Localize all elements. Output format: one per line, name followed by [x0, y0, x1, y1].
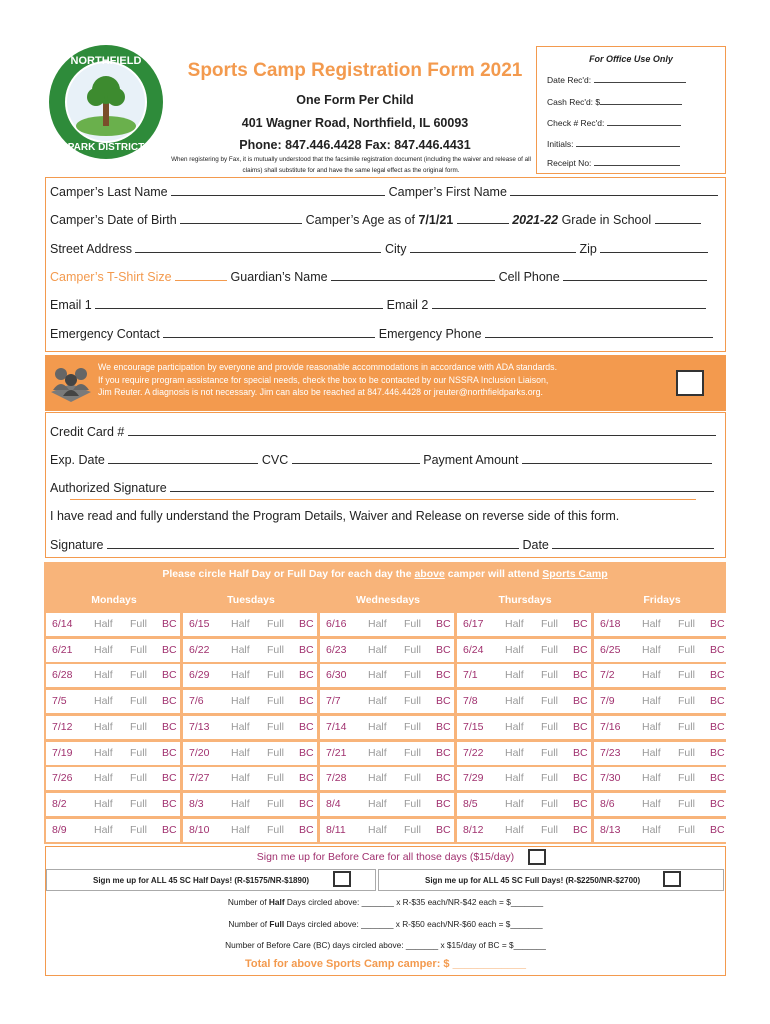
address-row: Street Address City Zip	[50, 241, 708, 256]
full-day-option[interactable]: Full	[678, 643, 695, 656]
full-day-option[interactable]: Full	[404, 823, 421, 836]
full-day-option[interactable]: Full	[404, 618, 421, 630]
before-care-option[interactable]: BC	[573, 823, 588, 836]
date-label: 8/6	[600, 797, 615, 810]
half-day-option[interactable]: Half	[505, 746, 524, 759]
day-cell	[457, 716, 591, 739]
date-label: 7/16	[600, 720, 621, 733]
day-cell	[594, 793, 728, 816]
half-day-option[interactable]: Half	[94, 797, 113, 810]
schedule-heading: Please circle Half Day or Full Day for each day the above camper will attend Sports Camp	[162, 568, 608, 580]
full-day-option[interactable]: Full	[267, 746, 284, 759]
full-day-option[interactable]: Full	[404, 746, 421, 759]
half-day-option[interactable]: Half	[231, 695, 250, 708]
before-care-option[interactable]: BC	[573, 746, 588, 759]
all-half-days-checkbox[interactable]	[333, 871, 351, 887]
date-label: 6/30	[326, 669, 347, 682]
form-title: Sports Camp Registration Form 2021	[187, 60, 523, 81]
before-care-checkbox[interactable]	[528, 849, 546, 865]
date-label: 7/26	[52, 772, 73, 785]
tshirt-field[interactable]	[175, 269, 227, 281]
day-cell	[46, 793, 180, 816]
first-name-field[interactable]	[510, 184, 718, 196]
date-label: 7/23	[600, 746, 621, 759]
cvc-field[interactable]	[292, 452, 420, 464]
date-label: 6/25	[600, 643, 621, 656]
date-label: 8/3	[189, 797, 204, 810]
full-day-option[interactable]: Full	[678, 669, 695, 682]
full-day-option[interactable]: Full	[678, 823, 695, 836]
date-label: 7/22	[463, 746, 484, 759]
day-cell	[320, 793, 454, 816]
full-day-option[interactable]: Full	[541, 823, 558, 836]
half-day-option[interactable]: Half	[642, 746, 661, 759]
half-day-option[interactable]: Half	[505, 772, 524, 785]
before-care-option[interactable]: BC	[299, 695, 314, 708]
day-cell	[457, 613, 591, 636]
full-day-option[interactable]: Full	[267, 618, 284, 630]
svg-text:PARK DISTRICT: PARK DISTRICT	[67, 142, 145, 153]
date-label: 7/19	[52, 746, 73, 759]
day-cell	[183, 639, 317, 662]
before-care-option[interactable]: BC	[573, 643, 588, 656]
full-day-option[interactable]: Full	[404, 797, 421, 810]
before-care-option[interactable]: BC	[162, 669, 177, 682]
date-label: 7/6	[189, 695, 204, 708]
full-day-option[interactable]: Full	[404, 772, 421, 785]
full-day-option[interactable]: Full	[267, 823, 284, 836]
half-day-option[interactable]: Half	[94, 772, 113, 785]
full-day-option[interactable]: Full	[267, 797, 284, 810]
dob-row: Camper’s Date of Birth Camper’s Age as of 7/1/21 2021-22 Grade in School	[50, 212, 701, 227]
date-label: 8/10	[189, 823, 210, 836]
day-cell	[457, 639, 591, 662]
full-day-option[interactable]: Full	[678, 746, 695, 759]
tshirt-row: Camper’s T-Shirt Size Guardian’s Name Cell Phone	[50, 269, 707, 284]
half-day-option[interactable]: Half	[505, 669, 524, 682]
full-days-calc: Number of Full Days circled above: _______ x R-$50 each/NR-$60 each = $_______	[228, 919, 543, 929]
full-day-option[interactable]: Full	[130, 797, 147, 810]
day-header-wednesdays: Wednesdays	[356, 594, 420, 606]
date-label: 7/14	[326, 720, 347, 733]
day-cell	[46, 742, 180, 765]
day-cell	[594, 742, 728, 765]
date-label: 7/9	[600, 695, 615, 708]
full-day-option[interactable]: Full	[541, 669, 558, 682]
day-cell	[46, 690, 180, 713]
day-cell	[46, 767, 180, 790]
half-day-option[interactable]: Half	[231, 643, 250, 656]
day-cell	[457, 742, 591, 765]
full-day-option[interactable]: Full	[130, 720, 147, 733]
half-day-option[interactable]: Half	[368, 746, 387, 759]
before-care-option[interactable]: BC	[573, 618, 588, 630]
half-day-option[interactable]: Half	[505, 823, 524, 836]
auth-sig-row: Authorized Signature	[50, 480, 714, 495]
form-subtitle: One Form Per Child	[296, 93, 414, 107]
office-initials-row: Initials:	[547, 139, 719, 149]
half-day-option[interactable]: Half	[368, 772, 387, 785]
full-day-option[interactable]: Full	[404, 695, 421, 708]
day-cell	[46, 639, 180, 662]
authorized-signature-field[interactable]	[170, 480, 714, 492]
full-day-option[interactable]: Full	[678, 772, 695, 785]
exp-field[interactable]	[108, 452, 258, 464]
before-care-option[interactable]: BC	[573, 720, 588, 733]
email2-field[interactable]	[432, 297, 706, 309]
full-day-option[interactable]: Full	[541, 643, 558, 656]
date-label: 8/11	[326, 823, 346, 836]
full-day-option[interactable]: Full	[678, 695, 695, 708]
date-label: 7/2	[600, 669, 615, 682]
day-cell	[320, 819, 454, 842]
payment-amount-field[interactable]	[522, 452, 712, 464]
day-cell	[457, 767, 591, 790]
day-cell	[594, 819, 728, 842]
office-use-box	[536, 46, 726, 174]
all-full-days-checkbox[interactable]	[663, 871, 681, 887]
before-care-option[interactable]: BC	[162, 643, 177, 656]
date-label: 7/15	[463, 720, 484, 733]
date-label: 6/22	[189, 643, 210, 656]
full-day-option[interactable]: Full	[541, 772, 558, 785]
full-day-option[interactable]: Full	[130, 669, 147, 682]
bc-days-calc: Number of Before Care (BC) days circled above: _______ x $15/day of BC = $_______	[225, 940, 546, 950]
credit-card-field[interactable]	[128, 424, 716, 436]
before-care-option[interactable]: BC	[710, 643, 725, 656]
before-care-option[interactable]: BC	[436, 823, 451, 836]
street-field[interactable]	[135, 241, 381, 253]
day-header-fridays: Fridays	[643, 594, 681, 606]
day-cell	[457, 819, 591, 842]
before-care-option[interactable]: BC	[299, 643, 314, 656]
half-day-option[interactable]: Half	[368, 618, 387, 630]
emergency-contact-field[interactable]	[163, 326, 375, 338]
half-day-option[interactable]: Half	[368, 695, 387, 708]
day-cell	[183, 742, 317, 765]
all-full-days-box: Sign me up for ALL 45 SC Full Days! (R-$2250/NR-$2700)	[378, 869, 724, 891]
half-day-option[interactable]: Half	[94, 695, 113, 708]
half-day-option[interactable]: Half	[94, 669, 113, 682]
before-care-option[interactable]: BC	[299, 618, 314, 630]
half-day-option[interactable]: Half	[231, 797, 250, 810]
full-day-option[interactable]: Full	[541, 797, 558, 810]
date-label: 6/17	[463, 618, 484, 630]
half-day-option[interactable]: Half	[94, 746, 113, 759]
before-care-option[interactable]: BC	[436, 797, 451, 810]
half-day-option[interactable]: Half	[231, 618, 250, 630]
before-care-option[interactable]: BC	[436, 643, 451, 656]
date-label: 6/18	[600, 618, 621, 630]
half-day-option[interactable]: Half	[231, 669, 250, 682]
day-cell	[320, 716, 454, 739]
full-day-option[interactable]: Full	[404, 720, 421, 733]
full-day-option[interactable]: Full	[678, 720, 695, 733]
full-day-option[interactable]: Full	[130, 746, 147, 759]
office-receipt-row: Receipt No:	[547, 158, 719, 168]
half-day-option[interactable]: Half	[368, 669, 387, 682]
full-day-option[interactable]: Full	[267, 772, 284, 785]
half-day-option[interactable]: Half	[505, 797, 524, 810]
before-care-option[interactable]: BC	[710, 695, 725, 708]
before-care-option[interactable]: BC	[436, 695, 451, 708]
before-care-option[interactable]: BC	[710, 746, 725, 759]
date-label: 7/21	[326, 746, 347, 759]
day-cell	[46, 819, 180, 842]
day-cell	[183, 690, 317, 713]
half-day-option[interactable]: Half	[231, 772, 250, 785]
office-cash-row: Cash Rec'd: $	[547, 97, 719, 107]
office-date-row: Date Rec'd:	[547, 75, 719, 85]
office-heading: For Office Use Only	[589, 54, 673, 64]
date-label: 6/16	[326, 618, 347, 630]
before-care-option[interactable]: BC	[162, 695, 177, 708]
date-field[interactable]	[552, 537, 714, 549]
full-day-option[interactable]: Full	[130, 618, 147, 630]
half-day-option[interactable]: Half	[94, 720, 113, 733]
full-day-option[interactable]: Full	[130, 643, 147, 656]
day-cell	[594, 767, 728, 790]
full-day-option[interactable]: Full	[267, 720, 284, 733]
totals-box	[45, 846, 726, 976]
date-label: 8/12	[463, 823, 484, 836]
day-cell	[594, 716, 728, 739]
phone-fax: Phone: 847.446.4428 Fax: 847.446.4431	[239, 138, 471, 152]
full-day-option[interactable]: Full	[541, 618, 558, 630]
before-care-option[interactable]: BC	[299, 823, 314, 836]
before-care-option[interactable]: BC	[710, 720, 725, 733]
signature-field[interactable]	[107, 537, 519, 549]
half-day-option[interactable]: Half	[94, 618, 113, 630]
emergency-row: Emergency Contact Emergency Phone	[50, 326, 713, 341]
day-cell	[320, 639, 454, 662]
half-day-option[interactable]: Half	[505, 618, 524, 630]
full-day-option[interactable]: Full	[541, 695, 558, 708]
date-label: 7/13	[189, 720, 210, 733]
day-cell	[320, 664, 454, 687]
half-day-option[interactable]: Half	[642, 695, 661, 708]
half-day-option[interactable]: Half	[642, 823, 661, 836]
credit-card-row: Credit Card #	[50, 424, 716, 439]
day-cell	[594, 664, 728, 687]
all-half-days-box: Sign me up for ALL 45 SC Half Days! (R-$1575/NR-$1890)	[46, 869, 376, 891]
city-field[interactable]	[410, 241, 576, 253]
day-cell	[594, 690, 728, 713]
date-label: 6/28	[52, 669, 73, 682]
date-label: 6/15	[189, 618, 210, 630]
day-cell	[183, 767, 317, 790]
total-line: Total for above Sports Camp camper: $ ____________	[244, 958, 527, 970]
half-day-option[interactable]: Half	[231, 823, 250, 836]
date-label: 7/1	[463, 669, 478, 682]
day-cell	[46, 664, 180, 687]
half-day-option[interactable]: Half	[231, 746, 250, 759]
address: 401 Wagner Road, Northfield, IL 60093	[241, 116, 469, 130]
before-care-option[interactable]: BC	[436, 772, 451, 785]
day-cell	[46, 613, 180, 636]
date-label: 6/21	[52, 643, 73, 656]
half-day-option[interactable]: Half	[368, 643, 387, 656]
date-label: 8/9	[52, 823, 67, 836]
date-label: 7/7	[326, 695, 341, 708]
full-day-option[interactable]: Full	[404, 669, 421, 682]
half-day-option[interactable]: Half	[505, 643, 524, 656]
day-cell	[320, 767, 454, 790]
half-days-calc: Number of Half Days circled above: _______ x R-$35 each/NR-$42 each = $_______	[227, 897, 544, 907]
ada-checkbox[interactable]	[676, 370, 704, 396]
date-label: 6/29	[189, 669, 210, 682]
email1-field[interactable]	[95, 297, 383, 309]
before-care-option[interactable]: BC	[573, 669, 588, 682]
day-cell	[183, 819, 317, 842]
full-day-option[interactable]: Full	[267, 669, 284, 682]
day-cell	[594, 639, 728, 662]
full-day-option[interactable]: Full	[130, 772, 147, 785]
before-care-option[interactable]: BC	[710, 772, 725, 785]
day-cell	[183, 793, 317, 816]
before-care-option[interactable]: BC	[573, 797, 588, 810]
day-header-thursdays: Thursdays	[498, 594, 552, 606]
before-care-option[interactable]: BC	[436, 720, 451, 733]
before-care-option[interactable]: BC	[162, 797, 177, 810]
northfield-park-district-logo	[48, 44, 164, 160]
signature-row: Signature Date	[50, 537, 714, 552]
half-day-option[interactable]: Half	[505, 720, 524, 733]
divider	[70, 499, 696, 500]
date-label: 6/24	[463, 643, 484, 656]
half-day-option[interactable]: Half	[231, 720, 250, 733]
before-care-option[interactable]: BC	[710, 618, 725, 630]
before-care-option[interactable]: BC	[573, 772, 588, 785]
day-cell	[457, 690, 591, 713]
before-care-option[interactable]: BC	[710, 797, 725, 810]
full-day-option[interactable]: Full	[267, 695, 284, 708]
half-day-option[interactable]: Half	[368, 823, 387, 836]
day-cell	[46, 716, 180, 739]
half-day-option[interactable]: Half	[642, 643, 661, 656]
name-row: Camper’s Last Name Camper’s First Name	[50, 184, 718, 199]
full-day-option[interactable]: Full	[678, 797, 695, 810]
full-day-option[interactable]: Full	[541, 746, 558, 759]
date-label: 7/5	[52, 695, 67, 708]
date-label: 7/27	[189, 772, 210, 785]
date-label: 7/30	[600, 772, 621, 785]
emergency-phone-field[interactable]	[485, 326, 713, 338]
day-cell	[457, 793, 591, 816]
email-row: Email 1 Email 2	[50, 297, 706, 312]
half-day-option[interactable]: Half	[94, 643, 113, 656]
day-cell	[320, 613, 454, 636]
guardian-field[interactable]	[331, 269, 495, 281]
full-day-option[interactable]: Full	[541, 720, 558, 733]
day-cell	[594, 613, 728, 636]
before-care-option[interactable]: BC	[299, 797, 314, 810]
before-care-option[interactable]: BC	[436, 669, 451, 682]
people-group-icon	[47, 358, 95, 406]
fax-note: When registering by Fax, it is mutually understood that the facsimile registration document (including the waiver and release of all claims) shall substitute for and have the same legal effect as the original form.	[171, 156, 531, 174]
before-care-option[interactable]: BC	[299, 746, 314, 759]
before-care-option[interactable]: BC	[162, 772, 177, 785]
full-day-option[interactable]: Full	[130, 695, 147, 708]
last-name-field[interactable]	[171, 184, 385, 196]
before-care-option[interactable]: BC	[299, 669, 314, 682]
age-field[interactable]	[457, 212, 509, 224]
date-label: 7/8	[463, 695, 478, 708]
date-label: 8/5	[463, 797, 478, 810]
full-day-option[interactable]: Full	[267, 643, 284, 656]
before-care-option[interactable]: BC	[162, 823, 177, 836]
half-day-option[interactable]: Half	[368, 720, 387, 733]
before-care-option[interactable]: BC	[162, 618, 177, 630]
before-care-line: Sign me up for Before Care for all those days ($15/day)	[256, 851, 515, 863]
full-day-option[interactable]: Full	[130, 823, 147, 836]
date-label: 6/23	[326, 643, 347, 656]
full-day-option[interactable]: Full	[404, 643, 421, 656]
day-header-tuesdays: Tuesdays	[227, 594, 275, 606]
ada-text: We encourage participation by everyone and provide reasonable accommodations in accordance with ADA standards. If you require program assistance for special needs, check the box to be contacted by our NSSRA Inclusion Liaison, Jim Reuter. A diagnosis is not necessary. Jim can also be reached at 847.446.4428 or jreuter@northfieldparks.org.	[98, 362, 558, 397]
half-day-option[interactable]: Half	[642, 772, 661, 785]
date-label: 6/14	[52, 618, 73, 630]
svg-text:NORTHFIELD: NORTHFIELD	[70, 55, 142, 67]
day-cell	[320, 690, 454, 713]
before-care-option[interactable]: BC	[710, 823, 725, 836]
date-label: 8/2	[52, 797, 67, 810]
half-day-option[interactable]: Half	[94, 823, 113, 836]
day-cell	[320, 742, 454, 765]
half-day-option[interactable]: Half	[505, 695, 524, 708]
date-label: 7/12	[52, 720, 73, 733]
before-care-option[interactable]: BC	[436, 618, 451, 630]
before-care-option[interactable]: BC	[299, 772, 314, 785]
office-check-row: Check # Rec'd:	[547, 118, 719, 128]
day-header-mondays: Mondays	[91, 594, 137, 606]
half-day-option[interactable]: Half	[642, 797, 661, 810]
statement: I have read and fully understand the Program Details, Waiver and Release on reverse side of this form.	[50, 509, 620, 523]
before-care-option[interactable]: BC	[299, 720, 314, 733]
full-day-option[interactable]: Full	[678, 618, 695, 630]
half-day-option[interactable]: Half	[642, 669, 661, 682]
date-label: 7/29	[463, 772, 484, 785]
cell-field[interactable]	[563, 269, 707, 281]
day-cell	[183, 613, 317, 636]
zip-field[interactable]	[600, 241, 708, 253]
date-label: 8/4	[326, 797, 341, 810]
before-care-option[interactable]: BC	[573, 695, 588, 708]
grade-field[interactable]	[655, 212, 701, 224]
before-care-option[interactable]: BC	[162, 746, 177, 759]
half-day-option[interactable]: Half	[368, 797, 387, 810]
date-label: 7/28	[326, 772, 347, 785]
date-label: 7/20	[189, 746, 210, 759]
before-care-option[interactable]: BC	[436, 746, 451, 759]
day-cell	[183, 664, 317, 687]
exp-row: Exp. Date CVC Payment Amount	[50, 452, 712, 467]
date-label: 8/13	[600, 823, 621, 836]
half-day-option[interactable]: Half	[642, 618, 661, 630]
day-cell	[183, 716, 317, 739]
before-care-option[interactable]: BC	[710, 669, 725, 682]
before-care-option[interactable]: BC	[162, 720, 177, 733]
day-cell	[457, 664, 591, 687]
half-day-option[interactable]: Half	[642, 720, 661, 733]
dob-field[interactable]	[180, 212, 302, 224]
